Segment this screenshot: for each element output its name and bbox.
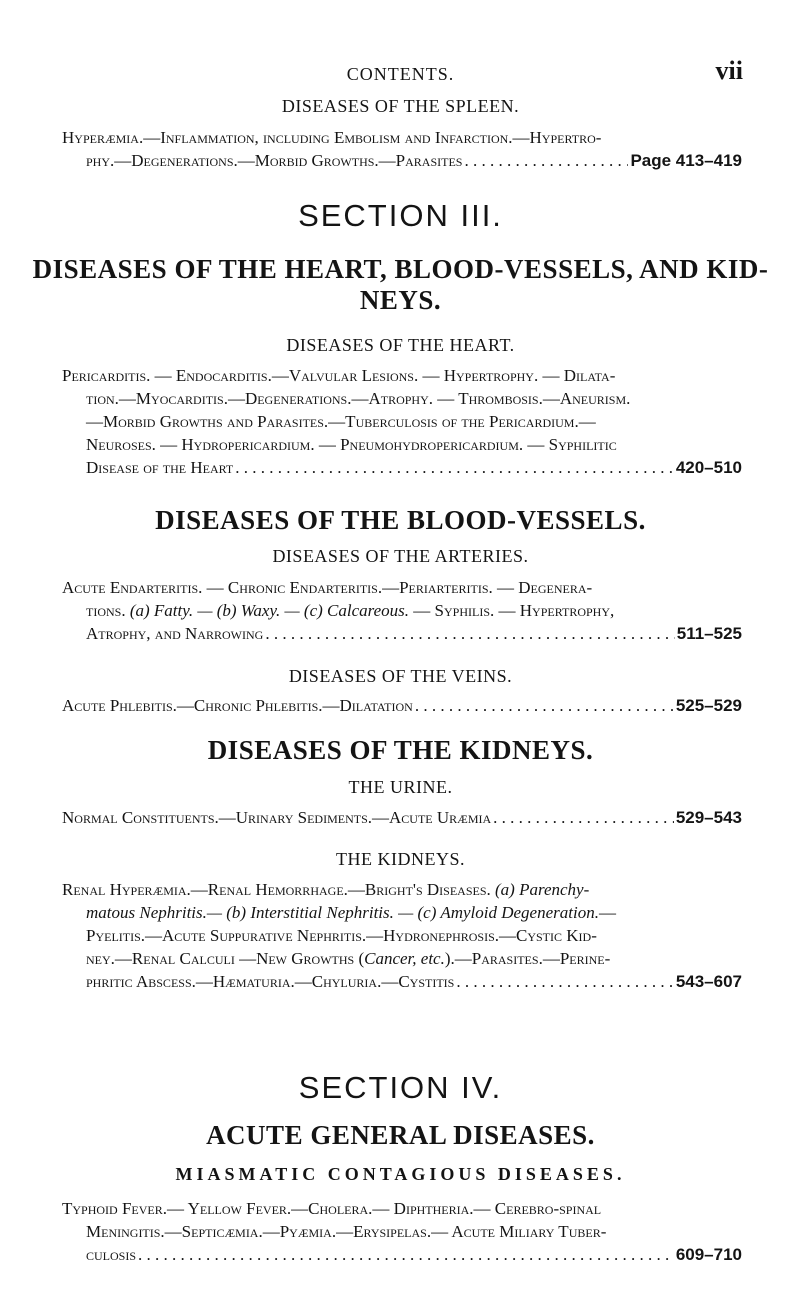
entry-line: tions. (a) Fatty. — (b) Waxy. — (c) Calcareous. — Syphilis. — Hypertrophy, [86,601,615,620]
heading-diseases-of-the-veins: DISEASES OF THE VEINS. [288,666,513,686]
entry-line: Disease of the Heart [86,458,234,477]
dot-leader [464,149,628,172]
running-head [0,56,801,86]
entry-veins [62,694,742,717]
entry-urine [62,806,742,829]
dot-leader [265,622,674,645]
dot-leader [138,1243,674,1266]
heading-diseases-of-the-blood-vessels: DISEASES OF THE BLOOD-VESSELS. [155,505,646,535]
italic-text: matous Nephritis.— (b) Interstitial Nephritis. — (c) Amyloid Degeneration. [86,903,599,922]
entry-line: phritic Abscess.—Hæmaturia.—Chyluria.—Cystitis [86,972,455,991]
entry-line: Pyelitis.—Acute Suppurative Nephritis.—Hydronephrosis.—Cystic Kid- [86,926,597,945]
entry-line: Hyperæmia.—Inflammation, including Embolism and Infarction.—Hypertro- [62,128,602,147]
entry-line: Neuroses. — Hydropericardium. — Pneumohydropericardium. — Syphilitic [86,435,617,454]
dot-leader [235,456,674,479]
entry-line: phy.—Degenerations.—Morbid Growths.—Parasites [86,151,463,170]
entry-arteries [62,576,742,645]
heading-diseases-of-the-spleen: DISEASES OF THE SPLEEN. [281,96,520,116]
page-range: 529–543 [675,808,742,827]
heading-the-kidneys: THE KIDNEYS. [336,849,465,869]
entry-heart [62,364,742,479]
section-four-title: ACUTE GENERAL DISEASES. [206,1120,595,1150]
page-range: 420–510 [675,458,742,477]
entry-miasmatic [62,1197,742,1266]
section-three-title-line-1: DISEASES OF THE HEART, BLOOD-VESSELS, AND KID- [32,254,769,284]
page-range: 543–607 [675,972,742,991]
section-three-label: SECTION III. [298,198,503,233]
entry-line: Normal Constituents.—Urinary Sediments.—Acute Uræmia [62,808,492,827]
entry-line: —Morbid Growths and Parasites.—Tuberculosis of the Pericardium.— [86,412,596,431]
entry-line: Acute Phlebitis.—Chronic Phlebitis.—Dilatation [62,696,413,715]
italic-text: (a) Fatty. — (b) Waxy. — (c) Calcareous. [129,601,410,620]
entry-line: Atrophy, and Narrowing [86,624,264,643]
entry-line: culosis [86,1245,137,1264]
heading-the-urine: THE URINE. [348,777,453,797]
heading-diseases-of-the-kidneys: DISEASES OF THE KIDNEYS. [207,735,594,765]
page-range: 525–529 [675,696,742,715]
section-four-label: SECTION IV. [298,1070,503,1105]
entry-line: Acute Endarteritis. — Chronic Endarteritis.—Periarteritis. — Degenera- [62,578,593,597]
dot-leader [456,970,673,993]
page-range: 609–710 [675,1245,742,1264]
running-head-title: CONTENTS. [346,64,455,84]
entry-line: tion.—Myocarditis.—Degenerations.—Atrophy. — Thrombosis.—Aneurism. [86,389,631,408]
heading-miasmatic-contagious-diseases: MIASMATIC CONTAGIOUS DISEASES. [175,1164,626,1184]
entry-kidneys [62,878,742,993]
entry-spleen [62,126,742,172]
entry-line: Meningitis.—Septicæmia.—Pyæmia.—Erysipelas.— Acute Miliary Tuber- [86,1222,607,1241]
page-number: vii [715,56,743,85]
entry-line: Pericarditis. — Endocarditis.—Valvular Lesions. — Hypertrophy. — Dilata- [62,366,616,385]
entry-line: Typhoid Fever.— Yellow Fever.—Cholera.— Diphtheria.— Cerebro-spinal [62,1199,602,1218]
section-three-title-line-2: NEYS. [359,285,442,315]
heading-diseases-of-the-heart: DISEASES OF THE HEART. [286,335,515,355]
page-range: 511–525 [676,624,742,643]
dot-leader [415,694,674,717]
heading-diseases-of-the-arteries: DISEASES OF THE ARTERIES. [272,546,529,566]
entry-line: matous Nephritis.— (b) Interstitial Nephritis. — (c) Amyloid Degeneration.— [86,903,616,922]
italic-text: (a) Parenchy- [495,880,590,899]
dot-leader [493,806,674,829]
entry-line: Renal Hyperæmia.—Renal Hemorrhage.—Bright's Diseases. (a) Parenchy- [62,880,590,899]
entry-line: ney.—Renal Calculi —New Growths (Cancer, etc.).—Parasites.—Perine- [86,949,611,968]
page-range: Page 413–419 [630,151,742,170]
italic-text: Cancer, etc. [364,949,445,968]
